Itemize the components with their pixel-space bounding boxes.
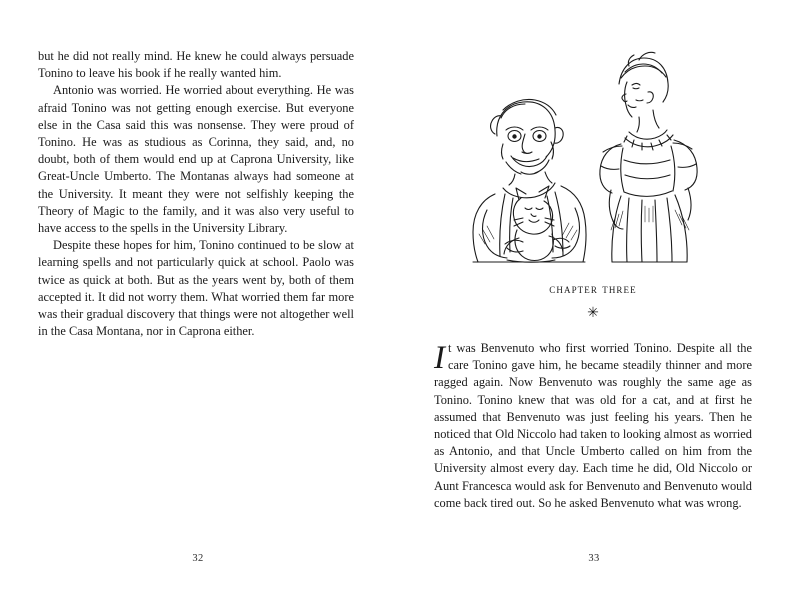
left-page-body <box>38 48 354 340</box>
chapter-illustration <box>443 48 743 266</box>
paragraph: but he did not really mind. He knew he could always persuade Tonino to leave his book if he really wanted him. <box>38 49 354 81</box>
chapter-heading: chapter three <box>549 282 637 296</box>
old-man-holding-cat-and-standing-woman-icon <box>443 48 743 266</box>
chapter-opening-paragraph <box>434 340 752 512</box>
paragraph: Despite these hopes for him, Tonino continued to be slow at learning spells and not particularly quick at school. Paolo was twice as quick at both. But as the years went by, both of them accepted it. It did not worry them. What worried them far more was their gradual discovery that things were not altogether well in the Casa Montana, nor in Caprona either. <box>38 238 354 339</box>
drop-cap: I <box>434 340 445 376</box>
right-page <box>396 0 792 600</box>
page-number-right: 33 <box>588 553 600 564</box>
chapter-ornament: ✳ <box>587 306 599 321</box>
opening-text: t was Benvenuto who first worried Tonino. Despite all the care Tonino gave him, he became steadily thinner and more ragged again. Now Benvenuto was roughly the same age as Tonino. Tonino knew that was old for a cat, and at first he assumed that Benvenuto was just feeling his years. Then he noticed that Old Niccolo had taken to looking almost as worried as Antonio, and that Uncle Umberto called on him from the University almost every day. Each time he did, Old Niccolo or Aunt Francesca would ask for Benvenuto and Benvenuto would come back tired out. So he asked Benvenuto what was wrong. <box>434 341 752 510</box>
paragraph: Antonio was worried. He worried about everything. He was afraid Tonino was not getting enough exercise. But everyone else in the Casa said this was nonsense. They were proud of Tonino. He was as studious as Corinna, they said, and, no doubt, both of them would end up at Caprona University, like Great-Uncle Umberto. The Montanas always had someone at the University. It meant they were not selfishly keeping the Theory of Magic to the family, and it was also very useful to have access to the spells in the University Library. <box>38 83 354 236</box>
page-number-left: 32 <box>192 553 204 564</box>
